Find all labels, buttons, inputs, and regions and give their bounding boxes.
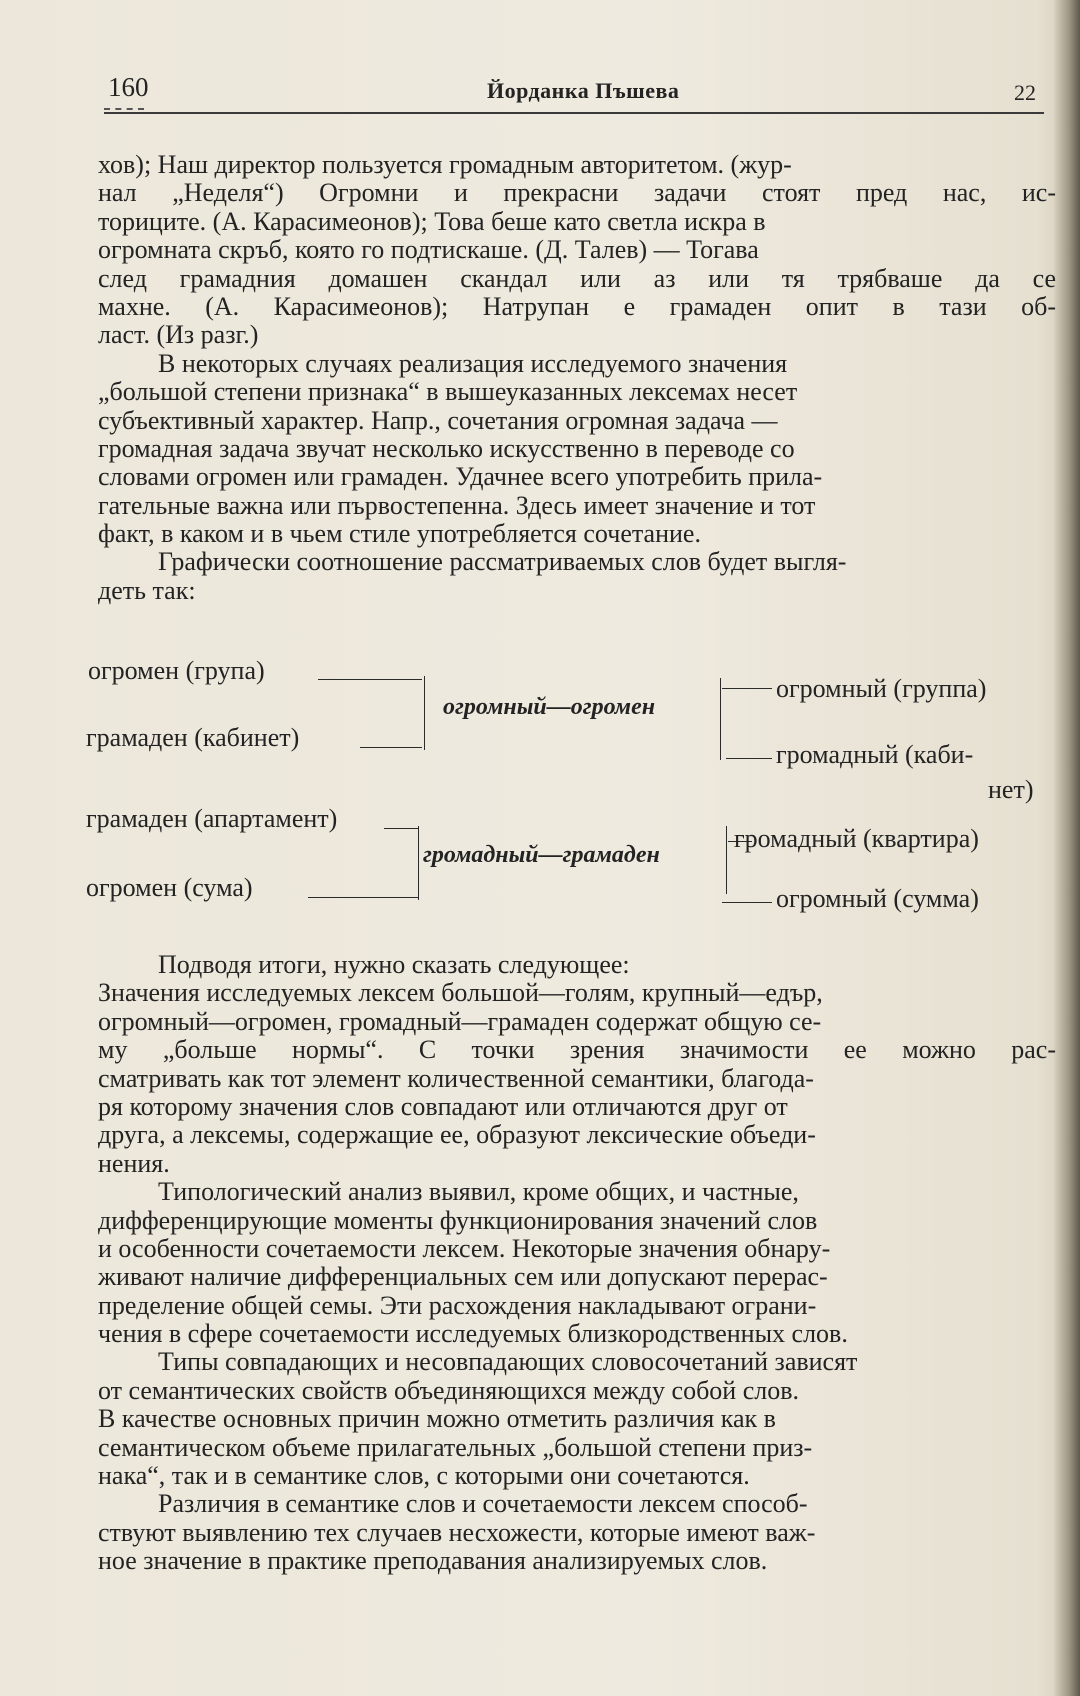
text-line: ториците. (А. Карасимеонов); Това беше като светла искра в [98, 206, 766, 236]
diagram-center-term: громадный—грамаден [423, 842, 660, 868]
page-edge-shadow [1054, 0, 1080, 1696]
text-line: пределение общей семы. Эти расхождения накладывают ограни- [98, 1290, 817, 1320]
header-rule [104, 112, 1044, 114]
text-line: „большой степени признака“ в вышеуказанных лексемах несет [98, 377, 798, 407]
text-line: ря которому значения слов совпадают или отличаются друг от [98, 1091, 788, 1121]
running-head-author: Йорданка Пъшева [487, 78, 680, 103]
diagram-label: громадный (квартира) [734, 824, 979, 853]
text-line: громадная задача звучат несколько искусственно в переводе со [98, 433, 795, 463]
text-line: хов); Наш директор пользуется громадным авторитетом. (жур- [98, 150, 792, 179]
diagram-label: огромный (сумма) [776, 884, 979, 913]
text-line: Значения исследуемых лексем большой—голям, крупный—едър, [98, 978, 823, 1008]
text-line: Подводя итоги, нужно сказать следующее: [158, 950, 630, 979]
text-line: ласт. (Из разг.) [98, 320, 259, 350]
text-line: семантическом объеме прилагательных „большой степени приз- [98, 1432, 813, 1462]
text-line: Различия в семантике слов и сочетаемости лексем способ- [158, 1489, 808, 1519]
text-line: чения в сфере сочетаемости исследуемых близкородственных слов. [98, 1319, 848, 1349]
text-line: деть так: [98, 575, 196, 605]
text-line: В качестве основных причин можно отметить различия как в [98, 1404, 776, 1434]
text-line: нака“, так и в семантике слов, с которыми они сочетаются. [98, 1461, 750, 1491]
text-line: нал „Неделя“) Огромни и прекрасни задачи стоят пред нас, ис- [98, 178, 1056, 208]
diagram-label: огромен (група) [88, 656, 265, 685]
text-line: огромната скръб, която го подтискаше. (Д. Талев) — Тогава [98, 235, 759, 265]
header-dash [104, 108, 144, 110]
diagram-label: нет) [988, 775, 1034, 804]
text-line: субъективный характер. Напр., сочетания огромная задача — [98, 405, 778, 435]
diagram-label: грамаден (кабинет) [86, 723, 300, 752]
diagram-label: огромный (группа) [776, 674, 987, 703]
text-line: В некоторых случаях реализация исследуемого значения [158, 348, 788, 378]
text-line: гательные важна или първостепенна. Здесь имеет значение и тот [98, 490, 816, 520]
text-line: словами огромен или грамаден. Удачнее всего употребить прила- [98, 462, 823, 492]
text-line: дифференцирующие моменты функционирования значений слов [98, 1205, 818, 1235]
page-number: 160 [108, 72, 149, 102]
text-line: му „больше нормы“. С точки зрения значимости ее можно рас- [98, 1035, 1056, 1065]
facing-page-number: 22 [1014, 80, 1036, 105]
text-line: Типы совпадающих и несовпадающих словосочетаний зависят [158, 1347, 858, 1377]
diagram-center-term: огромный—огромен [443, 694, 656, 720]
text-line: огромный—огромен, громадный—грамаден содержат общую се- [98, 1006, 822, 1036]
text-line: Типологический анализ выявил, кроме общих, и частные, [158, 1177, 799, 1207]
running-header [100, 72, 1060, 112]
text-line: нения. [98, 1148, 170, 1178]
text-line: факт, в каком и в чьем стиле употребляется сочетание. [98, 519, 701, 549]
body-text-bottom [98, 951, 1056, 1576]
diagram-label: грамаден (апартамент) [86, 804, 338, 833]
text-line: от семантических свойств объединяющихся между собой слов. [98, 1375, 800, 1405]
text-line: след грамадния домашен скандал или аз или тя трябваше да се [98, 263, 1056, 293]
body-text-top [98, 151, 1056, 605]
text-line: и особенности сочетаемости лексем. Некоторые значения обнару- [98, 1233, 831, 1263]
text-line: друга, а лексемы, содержащие ее, образуют лексические объеди- [98, 1120, 816, 1150]
text-line: махне. (А. Карасимеонов); Натрупан е грамаден опит в тази об- [98, 291, 1056, 321]
text-line: ствуют выявлению тех случаев несхожести, которые имеют важ- [98, 1517, 816, 1547]
text-line: ное значение в практике преподавания анализируемых слов. [98, 1546, 768, 1576]
text-line: сматривать как тот элемент количественной семантики, благода- [98, 1063, 814, 1093]
text-line: Графически соотношение рассматриваемых слов будет выгля- [158, 547, 847, 577]
diagram-label: громадный (каби- [776, 740, 974, 769]
diagram-label: огромен (сума) [86, 873, 253, 902]
text-line: живают наличие дифференциальных сем или допускают перерас- [98, 1262, 828, 1292]
